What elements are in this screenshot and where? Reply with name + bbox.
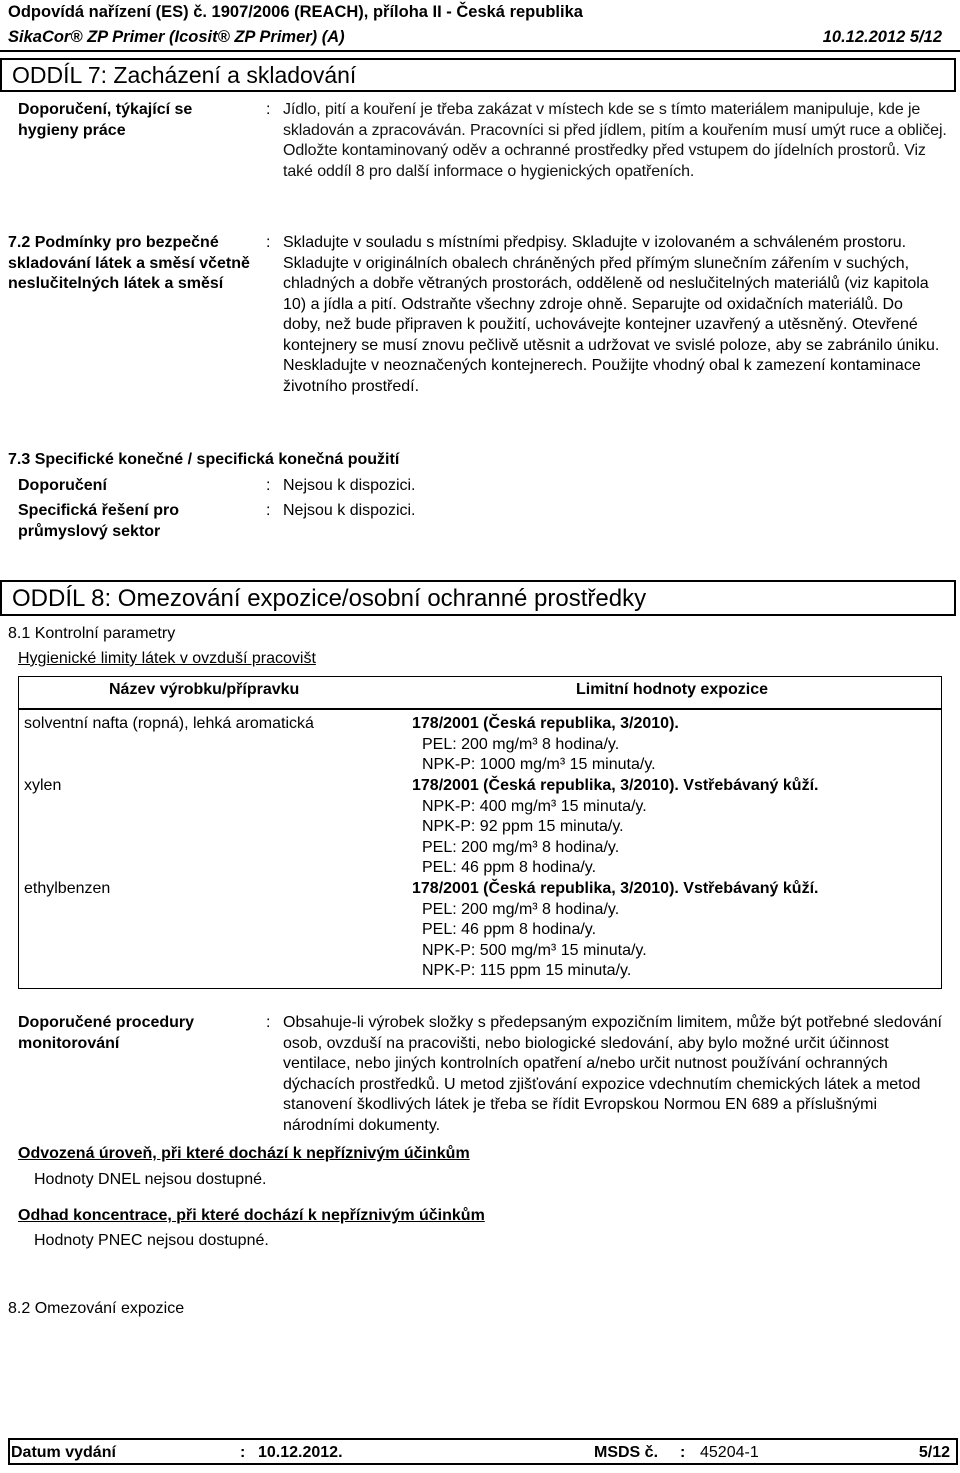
row-1-limits bbox=[412, 714, 679, 776]
storage-label: 7.2 Podmínky pro bezpečné skladování látek a směsí včetně neslučitelných látek a směsí bbox=[8, 234, 250, 292]
recommendation-colon: : bbox=[266, 477, 271, 494]
row-2-value: NPK-P: 400 mg/m³ 15 minuta/y. bbox=[422, 797, 647, 815]
header-divider bbox=[0, 50, 960, 52]
storage-colon: : bbox=[266, 234, 271, 251]
row-3-value: NPK-P: 500 mg/m³ 15 minuta/y. bbox=[422, 941, 647, 959]
msds-colon: : bbox=[680, 1444, 686, 1461]
issue-date-label: Datum vydání bbox=[11, 1444, 116, 1461]
header-date-page: 10.12.2012 5/12 bbox=[822, 28, 942, 46]
row-2-value: PEL: 46 ppm 8 hodina/y. bbox=[422, 859, 597, 876]
row-2-limits bbox=[412, 776, 818, 879]
row-1-value: NPK-P: 1000 mg/m³ 15 minuta/y. bbox=[422, 756, 656, 773]
row-2-regulation: 178/2001 (Česká republika, 3/2010). Vstřebávaný kůží. bbox=[412, 777, 819, 794]
pnec-text: Hodnoty PNEC nejsou dostupné. bbox=[34, 1232, 269, 1249]
monitoring-text: Obsahuje-li výrobek složky s předepsaným expozičním limitem, může být potřebné sledování osob, ovzduší na pracovišti, nebo biologické sledování, aby bylo možné určit účinnost ventilace, nebo jiných kontrolních opatření a/nebo určit nutnost používání ochranných dýchacích prostředků. U metod zjišťování expozice vdechnutím chemických látek a metod stanovení škodlivých látek je třeba se řídit Evropskou Normou EN 689 a příslušnými národními dokumenty. bbox=[283, 1014, 942, 1134]
exposure-controls-title: 8.2 Omezování expozice bbox=[8, 1300, 185, 1317]
footer-page-number: 5/12 bbox=[918, 1444, 950, 1461]
msds-label: MSDS č. bbox=[594, 1444, 659, 1461]
issue-date-colon: : bbox=[240, 1444, 246, 1461]
hygiene-colon: : bbox=[266, 101, 271, 118]
footer bbox=[8, 1438, 958, 1465]
recommendation-value: Nejsou k dispozici. bbox=[283, 477, 416, 494]
row-2-value: NPK-P: 92 ppm 15 minuta/y. bbox=[422, 818, 624, 835]
table-header-divider bbox=[18, 708, 942, 710]
issue-date-value: 10.12.2012. bbox=[258, 1444, 343, 1461]
row-3-regulation: 178/2001 (Česká republika, 3/2010). Vstřebávaný kůží. bbox=[412, 880, 819, 897]
section-7-title: ODDÍL 7: Zacházení a skladování bbox=[0, 58, 956, 92]
monitoring-colon: : bbox=[266, 1014, 271, 1031]
row-3-limits bbox=[412, 879, 818, 982]
dnel-title: Odvozená úroveň, při které dochází k nepříznivým účinkům bbox=[18, 1145, 470, 1162]
row-3-value: PEL: 46 ppm 8 hodina/y. bbox=[422, 921, 597, 938]
row-1-regulation: 178/2001 (Česká republika, 3/2010). bbox=[412, 715, 679, 732]
col-header-limits: Limitní hodnoty expozice bbox=[576, 681, 769, 698]
dnel-text: Hodnoty DNEL nejsou dostupné. bbox=[34, 1171, 267, 1188]
row-2-name: xylen bbox=[24, 777, 62, 794]
industrial-colon: : bbox=[266, 502, 271, 519]
limits-title: Hygienické limity látek v ovzduší pracovišt bbox=[18, 650, 316, 667]
industrial-value: Nejsou k dispozici. bbox=[283, 502, 416, 519]
hygiene-text: Jídlo, pití a kouření je třeba zakázat v místech kde se s tímto materiálem manipuluje, kde je skladován a zpracováván. Pracovníci si před jídlem, pitím a kouřením musí umýt ruce a obličej. Odložte kontaminovaný oděv a ochranné prostředky před vstupem do jídelních prostorů. Viz také oddíl 8 pro další informace o hygienických opatřeních. bbox=[283, 101, 947, 180]
monitoring-label: Doporučené procedury monitorování bbox=[18, 1014, 195, 1052]
control-params-title: 8.1 Kontrolní parametry bbox=[8, 625, 176, 642]
msds-value: 45204-1 bbox=[700, 1444, 759, 1461]
section-8-title: ODDÍL 8: Omezování expozice/osobní ochranné prostředky bbox=[0, 580, 956, 616]
pnec-title: Odhad koncentrace, při které dochází k nepříznivým účinkům bbox=[18, 1207, 485, 1224]
industrial-label: Specifická řešení pro průmyslový sektor bbox=[18, 502, 179, 540]
row-1-name: solventní nafta (ropná), lehká aromatická bbox=[24, 715, 314, 732]
hygiene-label: Doporučení, týkající se hygieny práce bbox=[18, 101, 193, 139]
specific-uses-title: 7.3 Specifické konečné / specifická konečná použití bbox=[8, 451, 400, 468]
regulation-header: Odpovídá nařízení (ES) č. 1907/2006 (REACH), příloha II - Česká republika bbox=[8, 3, 583, 21]
row-2-value: PEL: 200 mg/m³ 8 hodina/y. bbox=[422, 838, 620, 856]
row-1-value: PEL: 200 mg/m³ 8 hodina/y. bbox=[422, 735, 620, 753]
storage-text: Skladujte v souladu s místními předpisy. Skladujte v izolovaném a schváleném prostoru. Skladujte v originálních obalech chráněných před přímým slunečním zářením v suchých, chladných a dobře větraných prostorách, odděleně od neslučitelných materiálů (viz kapitola 10) a jídla a pití. Odstraňte všechny zdroje ohně. Separujte od oxidačních materiálů. Do doby, než bude připraven k použití, uchovávejte kontejner uzavřený a utěsněný. Otevřené kontejnery se musí znovu pečlivě utěsnit a udržovat ve svislé poloze, aby se zabránilo úniku. Neskladujte v neoznačených kontejnerech. Použijte vhodný obal k zamezení kontaminace životního prostředí. bbox=[283, 234, 940, 395]
product-name: SikaCor® ZP Primer (Icosit® ZP Primer) (A) bbox=[8, 28, 345, 46]
row-3-name: ethylbenzen bbox=[24, 880, 111, 897]
recommendation-label: Doporučení bbox=[18, 477, 107, 494]
row-3-value: NPK-P: 115 ppm 15 minuta/y. bbox=[422, 962, 632, 979]
row-3-value: PEL: 200 mg/m³ 8 hodina/y. bbox=[422, 900, 620, 918]
col-header-product: Název výrobku/přípravku bbox=[109, 681, 300, 698]
